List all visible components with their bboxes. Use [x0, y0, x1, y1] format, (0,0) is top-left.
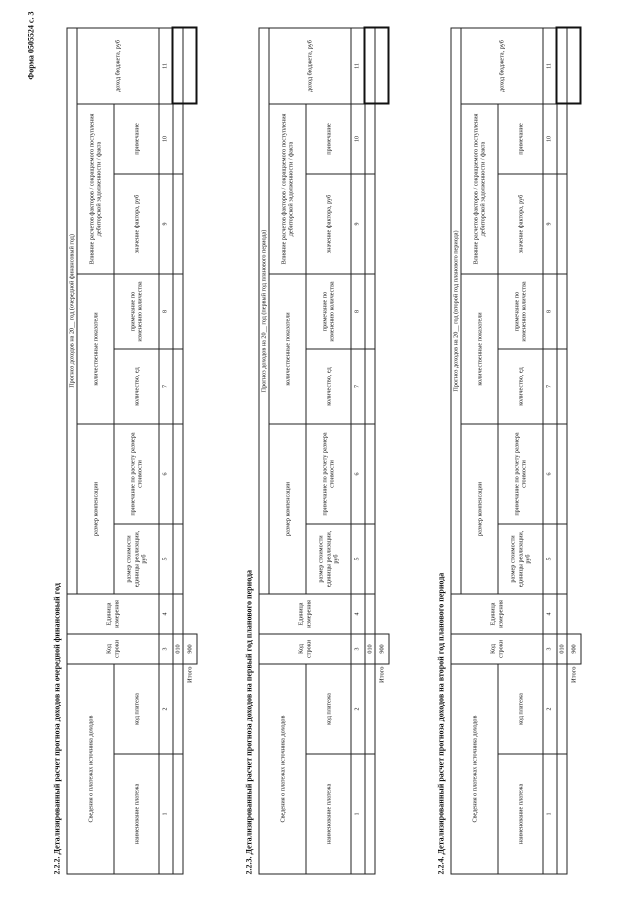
col-num: 10 — [351, 104, 365, 174]
col-num: 4 — [351, 594, 365, 634]
quantity-note-header: примечание по изменению количества — [306, 274, 351, 349]
col-num: 5 — [351, 524, 365, 594]
col-num: 3 — [351, 634, 365, 664]
quantity-note-header: примечание по изменению количества — [114, 274, 159, 349]
unit-header: Единица измерения — [259, 594, 351, 634]
cost-note-header: примечание по расчету размера стоимости — [498, 424, 543, 524]
data-cell[interactable] — [173, 594, 184, 634]
data-cell[interactable] — [173, 424, 184, 524]
payments-header: Сведения о платежах источника доходов — [67, 664, 114, 874]
col-num: 1 — [543, 754, 557, 874]
col-num: 7 — [543, 349, 557, 424]
total-label: Итого — [186, 666, 194, 683]
quantity-value-header: количество, ед — [306, 349, 351, 424]
cost-header: размер стоимости единицы реализации, руб — [114, 524, 159, 594]
total-code-cell: 900 — [375, 634, 389, 664]
row-code-header: Код строки — [451, 634, 543, 664]
col-num: 3 — [159, 634, 173, 664]
form-id: Форма 0505524 с. 3 — [26, 11, 36, 80]
section-title-1: 2.2.2. Детализированный расчет прогноза доходов на очередной финансовый год — [52, 583, 62, 875]
period-header: Прогноз доходов на 20__ год (очередной финансовый год) — [67, 28, 77, 594]
col-num: 10 — [159, 104, 173, 174]
data-cell[interactable] — [365, 594, 376, 634]
quantity-value-header: количество, ед — [498, 349, 543, 424]
blank — [567, 754, 581, 874]
col-num: 6 — [351, 424, 365, 524]
quantity-header: количественные показатели — [461, 274, 498, 424]
row-code-cell: 010 — [365, 634, 376, 664]
cost-note-header: примечание по расчету размера стоимости — [114, 424, 159, 524]
total-income-cell[interactable] — [183, 28, 197, 104]
cost-note-header: примечание по расчету размера стоимости — [306, 424, 351, 524]
section-title-2: 2.2.3. Детализированный расчет прогноза доходов на первый год планового периода — [244, 569, 254, 875]
data-cell[interactable] — [173, 524, 184, 594]
row-code-header: Код строки — [67, 634, 159, 664]
compensation-header: размер компенсации — [269, 424, 306, 594]
forecast-table-2 — [259, 27, 390, 875]
data-cell[interactable] — [557, 524, 568, 594]
col-num: 11 — [351, 28, 365, 104]
blank — [375, 754, 389, 874]
payments-header: Сведения о платежах источника доходов — [451, 664, 498, 874]
data-cell[interactable] — [173, 754, 184, 874]
unit-header: Единица измерения — [451, 594, 543, 634]
data-cell[interactable] — [557, 174, 568, 274]
forecast-table-3 — [451, 27, 582, 875]
factors-header: Влияние расчетов факторов / сокращаемого поступления дебиторской задолженности / факта — [77, 104, 114, 274]
payment-code-header: код платежа — [114, 664, 159, 754]
data-cell[interactable] — [557, 349, 568, 424]
data-cell[interactable] — [365, 174, 376, 274]
payment-name-header: наименование платежа — [306, 754, 351, 874]
col-num: 11 — [159, 28, 173, 104]
data-cell[interactable] — [557, 104, 568, 174]
data-cell[interactable] — [557, 754, 568, 874]
data-cell[interactable] — [365, 424, 376, 524]
unit-header: Единица измерения — [67, 594, 159, 634]
compensation-header: размер компенсации — [77, 424, 114, 594]
col-num: 2 — [159, 664, 173, 754]
row-code-header: Код строки — [259, 634, 351, 664]
total-income-cell[interactable] — [567, 28, 581, 104]
compensation-header: размер компенсации — [461, 424, 498, 594]
col-num: 5 — [159, 524, 173, 594]
factor-note-header: примечание — [498, 104, 543, 174]
blank — [375, 104, 389, 634]
factor-value-header: значение фактора, руб — [498, 174, 543, 274]
col-num: 9 — [351, 174, 365, 274]
total-label: Итого — [378, 666, 386, 683]
col-num: 11 — [543, 28, 557, 104]
data-cell[interactable] — [365, 664, 376, 754]
col-num: 1 — [159, 754, 173, 874]
data-cell[interactable] — [365, 349, 376, 424]
forecast-table-1 — [67, 27, 198, 875]
factor-value-header: значение фактора, руб — [306, 174, 351, 274]
total-code-cell: 900 — [567, 634, 581, 664]
col-num: 6 — [543, 424, 557, 524]
income-header: доход бюджета, руб — [77, 28, 159, 104]
col-num: 3 — [543, 634, 557, 664]
data-cell[interactable] — [173, 274, 184, 349]
blank — [567, 104, 581, 634]
data-cell[interactable] — [557, 594, 568, 634]
col-num: 6 — [159, 424, 173, 524]
quantity-value-header: количество, ед — [114, 349, 159, 424]
data-cell[interactable] — [557, 664, 568, 754]
data-cell[interactable] — [557, 424, 568, 524]
payment-code-header: код платежа — [306, 664, 351, 754]
payments-header: Сведения о платежах источника доходов — [259, 664, 306, 874]
col-num: 4 — [543, 594, 557, 634]
factor-value-header: значение фактора, руб — [114, 174, 159, 274]
total-code-cell: 900 — [183, 634, 197, 664]
factors-header: Влияние расчетов факторов / сокращаемого поступления дебиторской задолженности / факта — [461, 104, 498, 274]
data-cell[interactable] — [173, 104, 184, 174]
quantity-header: количественные показатели — [77, 274, 114, 424]
quantity-header: количественные показатели — [269, 274, 306, 424]
income-cell[interactable] — [365, 28, 376, 104]
income-cell[interactable] — [557, 28, 568, 104]
col-num: 7 — [159, 349, 173, 424]
total-income-cell[interactable] — [375, 28, 389, 104]
col-num: 9 — [159, 174, 173, 274]
payment-name-header: наименование платежа — [114, 754, 159, 874]
col-num: 4 — [159, 594, 173, 634]
quantity-note-header: примечание по изменению количества — [498, 274, 543, 349]
payment-name-header: наименование платежа — [498, 754, 543, 874]
period-header: Прогноз доходов на 20__ год (второй год планового периода) — [451, 28, 461, 594]
row-code-cell: 010 — [173, 634, 184, 664]
col-num: 2 — [543, 664, 557, 754]
col-num: 5 — [543, 524, 557, 594]
income-header: доход бюджета, руб — [461, 28, 543, 104]
col-num: 2 — [351, 664, 365, 754]
factor-note-header: примечание — [306, 104, 351, 174]
payment-code-header: код платежа — [498, 664, 543, 754]
total-label: Итого — [570, 666, 578, 683]
col-num: 7 — [351, 349, 365, 424]
col-num: 8 — [543, 274, 557, 349]
row-code-cell: 010 — [557, 634, 568, 664]
col-num: 8 — [351, 274, 365, 349]
data-cell[interactable] — [365, 524, 376, 594]
data-cell[interactable] — [365, 274, 376, 349]
data-cell[interactable] — [173, 174, 184, 274]
cost-header: размер стоимости единицы реализации, руб — [498, 524, 543, 594]
blank — [183, 104, 197, 634]
factors-header: Влияние расчетов факторов / сокращаемого поступления дебиторской задолженности / факта — [269, 104, 306, 274]
period-header: Прогноз доходов на 20__ год (первый год планового периода) — [259, 28, 269, 594]
income-cell[interactable] — [173, 28, 184, 104]
blank — [183, 754, 197, 874]
data-cell[interactable] — [365, 104, 376, 174]
data-cell[interactable] — [365, 754, 376, 874]
data-cell[interactable] — [173, 664, 184, 754]
document-page — [1, 0, 640, 905]
income-header: доход бюджета, руб — [269, 28, 351, 104]
data-cell[interactable] — [557, 274, 568, 349]
col-num: 9 — [543, 174, 557, 274]
factor-note-header: примечание — [114, 104, 159, 174]
col-num: 10 — [543, 104, 557, 174]
col-num: 1 — [351, 754, 365, 874]
section-title-3: 2.2.4. Детализированный расчет прогноза доходов на второй год планового периода — [436, 572, 446, 875]
col-num: 8 — [159, 274, 173, 349]
data-cell[interactable] — [173, 349, 184, 424]
cost-header: размер стоимости единицы реализации, руб — [306, 524, 351, 594]
